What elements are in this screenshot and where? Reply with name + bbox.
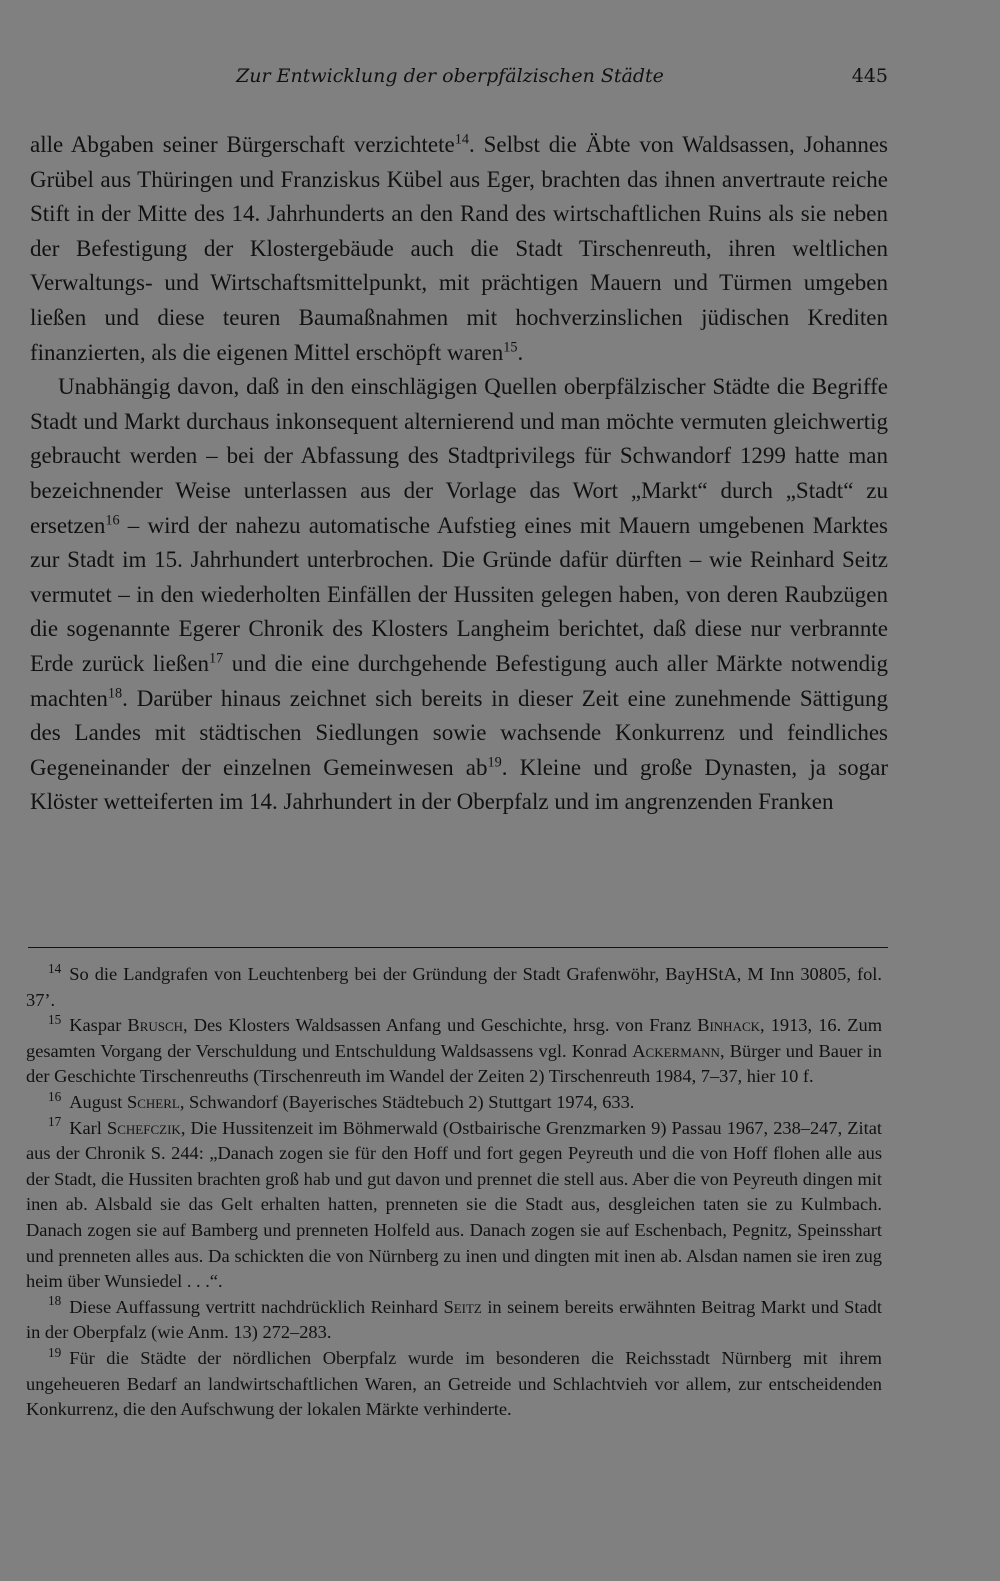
footnote-text: Kaspar [69, 1015, 128, 1036]
footnote-ref-19[interactable]: 19 [487, 754, 502, 771]
paragraph-2-text-b: – wird der nahezu automatische Aufstieg eines mit Mauern umgebenen Marktes zur Stadt im 15. Jahrhundert unterbrochen. Die Gründe dafür dürften – wie Reinhard Seitz vermutet – in den wiederholten Einfällen der Hussiten gelegen haben, von deren Raubzügen die sogenannte Egerer Chronik des Klosters Langheim berichtet, daß diese nur verbrannte Erde zurück ließen [30, 512, 888, 676]
footnotes [26, 962, 882, 1423]
paragraph-2-text-d: . Darüber hinaus zeichnet sich bereits in dieser Zeit eine zunehmende Sättigung des Landes mit städtischen Siedlungen sowie wachsende Konkurrenz und feindliches Gegeneinander der einzelnen Gemeinwesen ab [30, 685, 888, 780]
paragraph-2 [30, 370, 888, 820]
author-name: Binhack [697, 1015, 761, 1036]
main-text [30, 128, 888, 820]
footnote-number: 19 [48, 1344, 62, 1360]
footnote-ref-17[interactable]: 17 [209, 650, 224, 667]
footnote-18 [26, 1295, 882, 1346]
footnote-ref-14[interactable]: 14 [454, 131, 469, 148]
footnote-text: , Die Hussitenzeit im Böhmerwald (Ostbairische Grenzmarken 9) Passau 1967, 238–247, Zitat aus der Chronik S. 244: „Danach zogen sie für den Hoff und fort gegen Peyreuth und die von Hoff flohen alle aus der Stadt, die Hussiten brachten groß hab und gut davon und prennet die stell aus. Aber die von Peyreuth dingen mit inen ab. Alsbald sie das Gelt erhalten hatten, prenneten sie die Stadt aus, desgleichen taten sie zu Kulmbach. Danach zogen sie auf Bamberg und prenneten Holfeld aus. Danach zogen sie auf Eschenbach, Pegnitz, Speinsshart und prenneten alles aus. Da schickten die von Nürnberg zu inen und dingten mit inen ab. Alsdan namen sie iren zug heim über Wunsiedel . . .“. [26, 1117, 882, 1292]
footnote-ref-18[interactable]: 18 [107, 684, 123, 701]
footnote-ref-15[interactable]: 15 [503, 339, 518, 356]
paragraph-1-text-c: . [517, 339, 524, 365]
footnote-text: August [69, 1091, 127, 1112]
footnote-text: , Des Klosters Waldsassen Anfang und Geschichte, hrsg. von Franz [183, 1015, 698, 1036]
footnote-16 [26, 1090, 882, 1116]
page-number: 445 [851, 65, 888, 87]
footnote-number: 17 [48, 1114, 62, 1130]
footnote-15 [26, 1013, 882, 1090]
author-name: Brusch [127, 1015, 184, 1036]
paragraph-1-text-a: alle Abgaben seiner Bürgerschaft verzichtete [30, 132, 455, 157]
author-name: Scherl [126, 1091, 180, 1112]
author-name: Schefczik [107, 1117, 181, 1138]
footnote-17 [26, 1116, 882, 1295]
footnote-ref-16[interactable]: 16 [105, 511, 120, 528]
footnote-text: Diese Auffassung vertritt nachdrücklich Reinhard [69, 1296, 444, 1317]
paragraph-1 [30, 128, 888, 370]
paragraph-2-text-a: Unabhängig davon, daß in den einschlägigen Quellen oberpfälzischer Städte die Begriffe Stadt und Markt durchaus inkonsequent alternierend und man möchte vermuten gleichwertig gebraucht werden – bei der Abfassung des Stadtprivilegs für Schwandorf 1299 hatte man bezeichnender Weise unterlassen aus der Vorlage das Wort „Markt“ durch „Stadt“ zu ersetzen [30, 374, 888, 538]
paragraph-1-text-b: . Selbst die Äbte von Waldsassen, Johannes Grübel aus Thüringen und Franziskus Kübel aus Eger, brachten das ihnen anvertraute reiche Stift in der Mitte des 14. Jahrhunderts an den Rand des wirtschaftlichen Ruins als sie neben der Befestigung der Klostergebäude auch die Stadt Tirschenreuth, ihren weltlichen Verwaltungs- und Wirtschaftsmittelpunkt, mit prächtigen Mauern und Türmen umgeben ließen und diese teuren Baumaßnahmen mit hochverzinslichen jüdischen Krediten finanzierten, als die eigenen Mittel erschöpft waren [30, 132, 888, 365]
paragraph-2-text-e: . Kleine und große Dynasten, ja sogar Klöster wetteiferten im 14. Jahrhundert in der Oberpfalz und im angrenzenden Franken [30, 754, 888, 815]
footnote-divider [28, 947, 888, 948]
author-name: Ackermann [632, 1040, 720, 1061]
footnote-number: 14 [48, 960, 62, 976]
footnote-number: 16 [48, 1088, 62, 1104]
running-header-title: Zur Entwicklung der oberpfälzischen Städte [236, 65, 664, 87]
footnote-number: 18 [48, 1293, 62, 1309]
footnote-text: , 1913, 16. Zum gesamten Vorgang der Verschuldung und Entschuldung Waldsassens vgl. Konrad [26, 1015, 882, 1061]
footnote-text: So die Landgrafen von Leuchtenberg bei der Gründung der Stadt Grafenwöhr, BayHStA, M Inn 30805, fol. 37’. [26, 964, 882, 1010]
footnote-text: Für die Städte der nördlichen Oberpfalz wurde im besonderen die Reichsstadt Nürnberg mit ihrem ungeheueren Bedarf an landwirtschaftlichen Waren, an Getreide und Schlachtvieh vor allem, zur entscheidenden Konkurrenz, die den Aufschwung der lokalen Märkte verhinderte. [26, 1347, 882, 1420]
footnote-14 [26, 962, 882, 1013]
footnote-number: 15 [48, 1011, 62, 1027]
footnote-text: in seinem bereits erwähnten Beitrag Markt und Stadt in der Oberpfalz (wie Anm. 13) 272–283. [26, 1296, 882, 1343]
footnote-text: , Schwandorf (Bayerisches Städtebuch 2) Stuttgart 1974, 633. [179, 1091, 635, 1112]
footnote-text: , Bürger und Bauer in der Geschichte Tirschenreuths (Tirschenreuth im Wandel der Zeiten 2) Tirschenreuth 1984, 7–37, hier 10 f. [26, 1040, 882, 1087]
paragraph-2-text-c: und die eine durchgehende Befestigung auch aller Märkte notwendig machten [30, 650, 888, 711]
footnote-19 [26, 1346, 882, 1423]
footnote-text: Karl [69, 1117, 108, 1138]
author-name: Seitz [443, 1296, 482, 1317]
